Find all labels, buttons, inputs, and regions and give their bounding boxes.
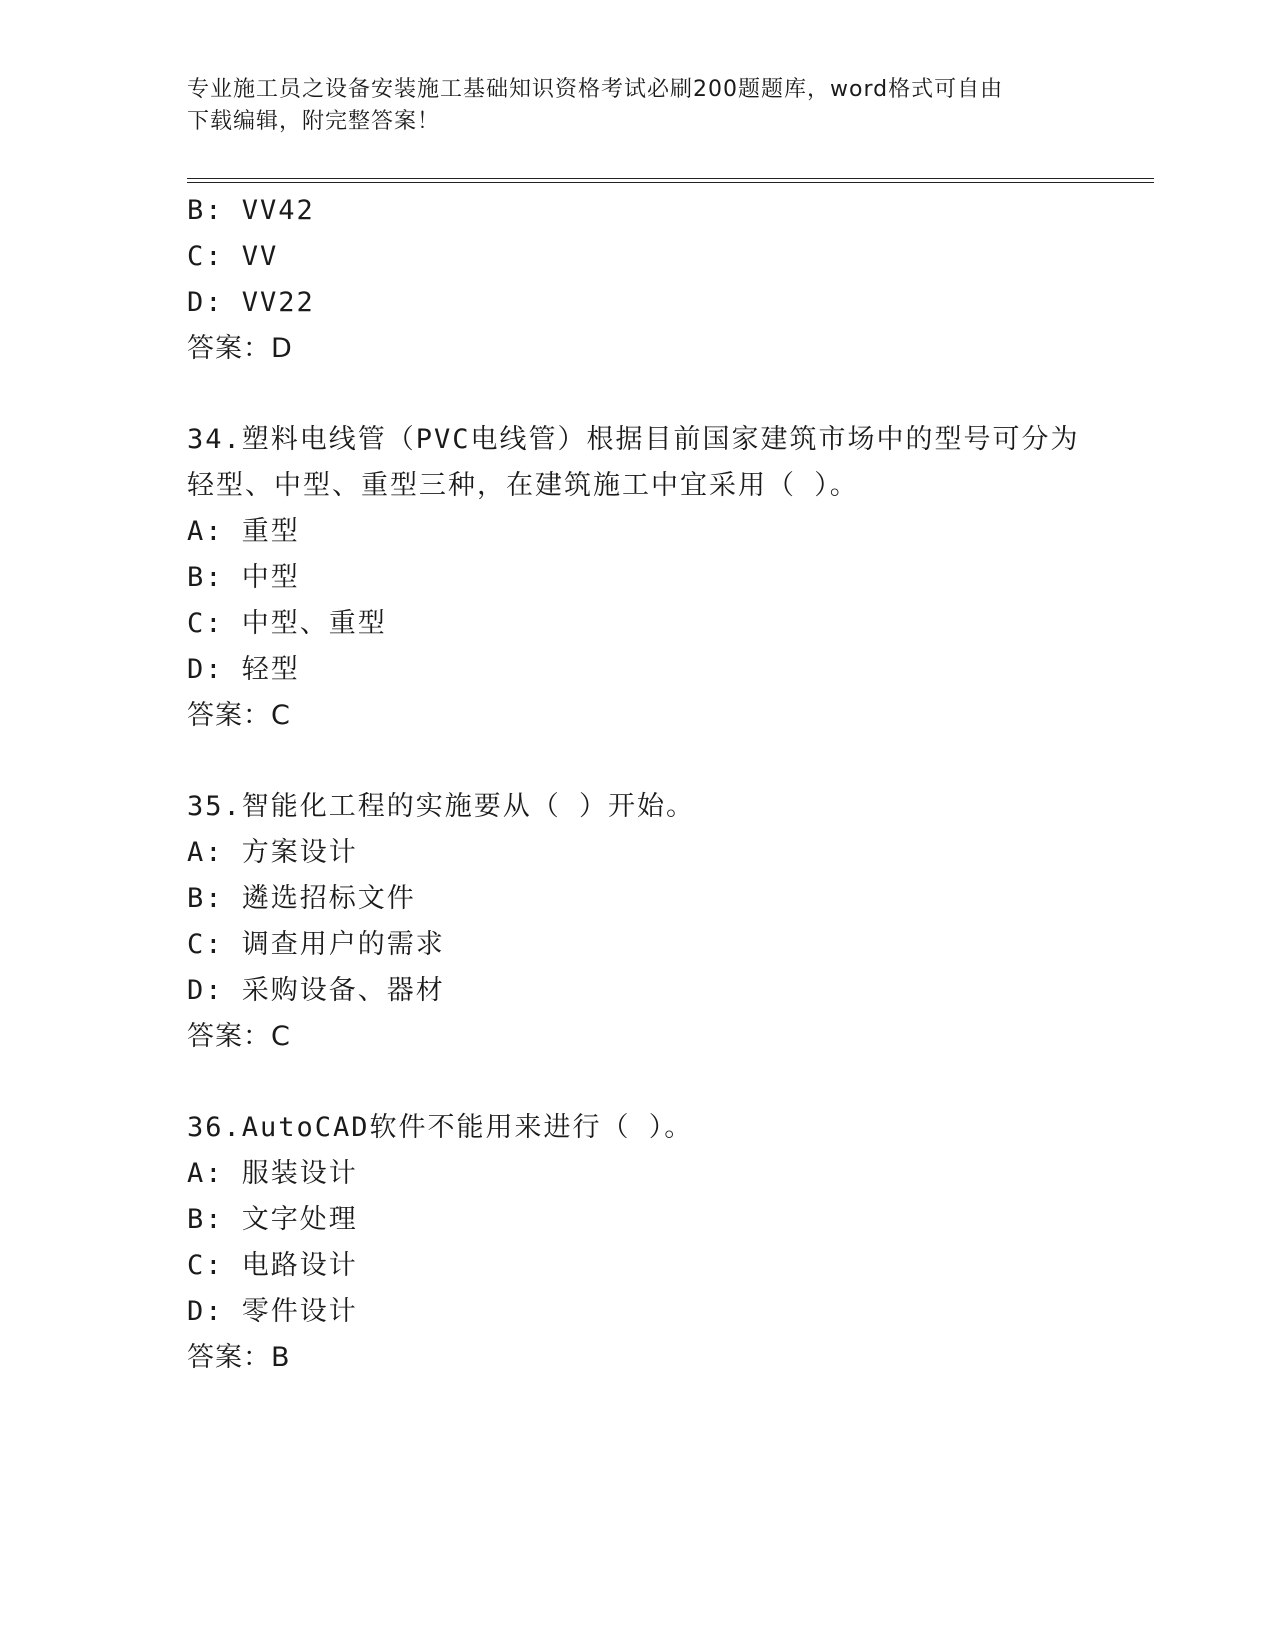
question-list [187,188,1147,1381]
header-line-2: 下载编辑，附完整答案！ [187,109,441,134]
question-36 [187,1105,1147,1381]
option-a: A: 服装设计 [187,1158,358,1189]
option-d: D: VV22 [187,287,315,318]
option-b: B: 遴选招标文件 [187,883,416,914]
carryover-question [187,188,1147,372]
option-c: C: 调查用户的需求 [187,929,445,960]
option-d: D: 轻型 [187,654,300,685]
answer: 答案：C [187,1021,291,1052]
option-a: A: 重型 [187,516,300,547]
answer: 答案：B [187,1342,291,1373]
option-b: B: VV42 [187,195,315,226]
option-d: D: 零件设计 [187,1296,358,1327]
option-c: C: VV [187,241,279,272]
question-text-line-1: 34.塑料电线管（PVC电线管）根据目前国家建筑市场中的型号可分为 [187,424,1080,455]
question-text: 35.智能化工程的实施要从（ ）开始。 [187,791,696,822]
option-d: D: 采购设备、器材 [187,975,445,1006]
answer: 答案：C [187,700,291,731]
header-line-1: 专业施工员之设备安装施工基础知识资格考试必刷200题题库，word格式可自由 [187,77,1004,102]
option-a: A: 方案设计 [187,837,358,868]
option-c: C: 电路设计 [187,1250,358,1281]
option-b: B: 中型 [187,562,300,593]
document-header [187,74,1087,138]
question-text: 36.AutoCAD软件不能用来进行（ ）。 [187,1112,694,1143]
answer: 答案：D [187,333,293,364]
question-34 [187,417,1147,739]
header-divider [187,178,1154,183]
option-b: B: 文字处理 [187,1204,358,1235]
question-text-line-2: 轻型、中型、重型三种，在建筑施工中宜采用（ ）。 [187,470,859,501]
option-c: C: 中型、重型 [187,608,387,639]
question-35 [187,784,1147,1060]
